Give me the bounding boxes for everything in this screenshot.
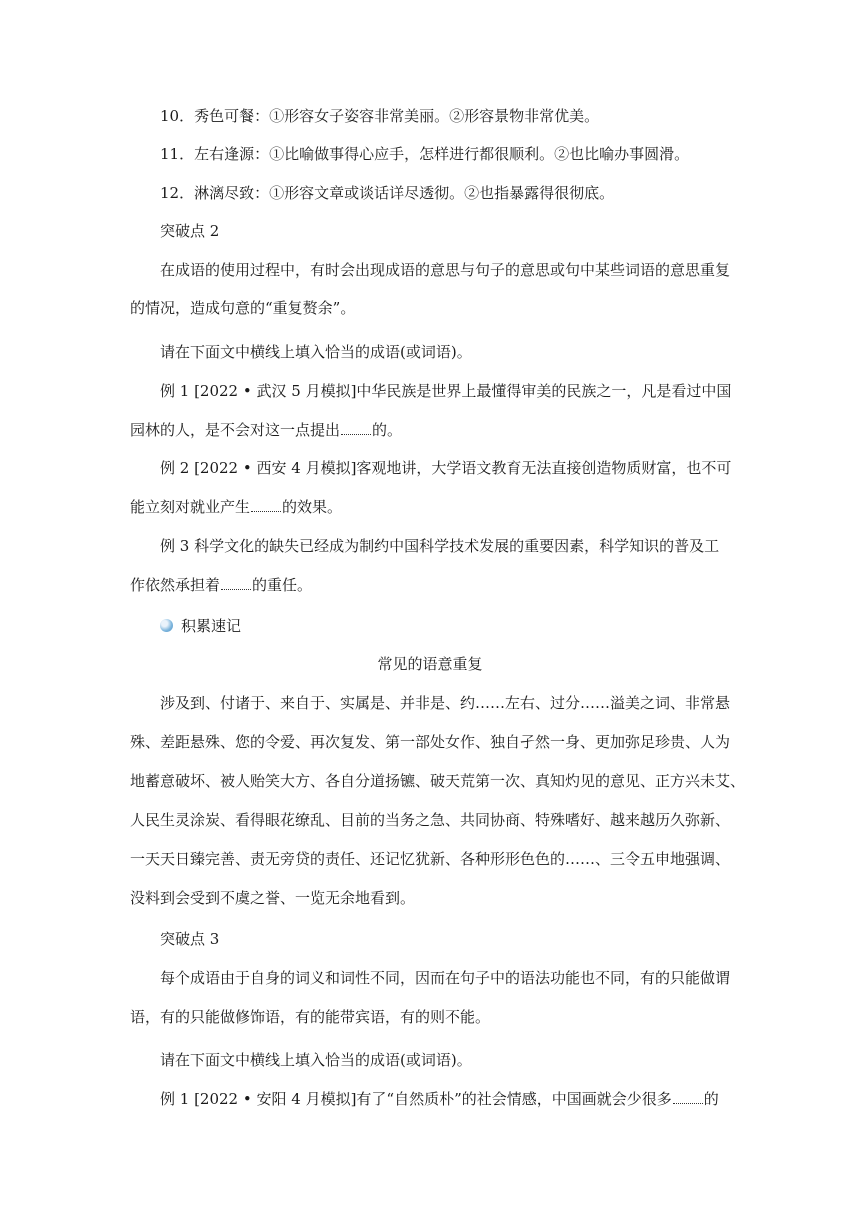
- example-1-cont: [130, 420, 860, 440]
- example-3-cont: [130, 575, 860, 595]
- section2-paragraph-cont: 的情况，造成句意的“重复赘余”。: [130, 299, 356, 317]
- notes-label: 积累速记: [181, 617, 242, 635]
- fill-blank[interactable]: [341, 420, 371, 435]
- notes-line-3: 地蓄意破坏、被人贻笑大方、各自分道扬镳、破天荒第一次、真知灼见的意见、正方兴未艾、: [130, 772, 746, 790]
- example-2-text-a: 能立刻对就业产生: [130, 498, 251, 516]
- section3-example-1-tail: 的: [703, 1090, 719, 1108]
- bullet-circle-icon: [160, 619, 173, 632]
- notes-line-5: 一天天日臻完善、责无旁贷的责任、还记忆犹新、各种形形色色的……、三令五申地强调、: [130, 850, 731, 868]
- fill-blank[interactable]: [221, 575, 251, 590]
- notes-line-1: 涉及到、付诸于、来自于、实属是、并非是、约……左右、过分……溢美之词、非常悬: [160, 694, 731, 712]
- section3-example-1-text: 例 1 [2022 • 安阳 4 月模拟]有了“自然质朴”的社会情感，中国画就会少很多: [160, 1090, 672, 1108]
- idiom-item-10: 10．秀色可餐：①形容女子姿容非常美丽。②形容景物非常优美。: [160, 107, 600, 125]
- notes-label-row: [160, 616, 860, 636]
- section3-paragraph: 每个成语由于自身的词义和词性不同，因而在句子中的语法功能也不同，有的只能做谓: [160, 969, 731, 987]
- notes-line-4: 人民生灵涂炭、看得眼花缭乱、目前的当务之急、共同协商、特殊嗜好、越来越历久弥新、: [130, 811, 731, 829]
- example-1-text-a: 园林的人，是不会对这一点提出: [130, 421, 341, 439]
- fill-blank[interactable]: [251, 497, 281, 512]
- example-2-text-b: 的效果。: [282, 498, 343, 516]
- example-1-text: 例 1 [2022 • 武汉 5 月模拟]中华民族是世界上最懂得审美的民族之一，凡是看过中国: [160, 382, 732, 400]
- idiom-item-12: 12．淋漓尽致：①形容文章或谈话详尽透彻。②也指暴露得很彻底。: [160, 184, 615, 202]
- section2-instruction: 请在下面文中横线上填入恰当的成语(或词语)。: [160, 343, 472, 361]
- notes-line-6: 没料到会受到不虞之誉、一览无余地看到。: [130, 889, 416, 907]
- example-2-cont: [130, 497, 860, 517]
- section-heading-3: 突破点 3: [160, 930, 220, 948]
- section-heading-2: 突破点 2: [160, 222, 220, 240]
- example-2-text: 例 2 [2022 • 西安 4 月模拟]客观地讲，大学语文教育无法直接创造物质财富，也不可: [160, 459, 732, 477]
- example-3-text: 例 3 科学文化的缺失已经成为制约中国科学技术发展的重要因素，科学知识的普及工: [160, 537, 720, 555]
- example-3-text-a: 作依然承担着: [130, 576, 221, 594]
- example-3-text-b: 的重任。: [252, 576, 313, 594]
- example-1-text-b: 的。: [372, 421, 403, 439]
- section2-paragraph: 在成语的使用过程中，有时会出现成语的意思与句子的意思或句中某些词语的意思重复: [160, 261, 731, 279]
- fill-blank[interactable]: [673, 1089, 703, 1104]
- section3-example-1: [160, 1089, 860, 1109]
- notes-line-2: 殊、差距悬殊、您的令爱、再次复发、第一部处女作、独自孑然一身、更加弥足珍贵、人为: [130, 733, 731, 751]
- idiom-item-11: 11．左右逢源：①比喻做事得心应手，怎样进行都很顺利。②也比喻办事圆滑。: [160, 145, 690, 163]
- section3-paragraph-cont: 语，有的只能做修饰语，有的能带宾语，有的则不能。: [130, 1008, 491, 1026]
- notes-title: 常见的语意重复: [377, 655, 483, 673]
- section3-instruction: 请在下面文中横线上填入恰当的成语(或词语)。: [160, 1051, 472, 1069]
